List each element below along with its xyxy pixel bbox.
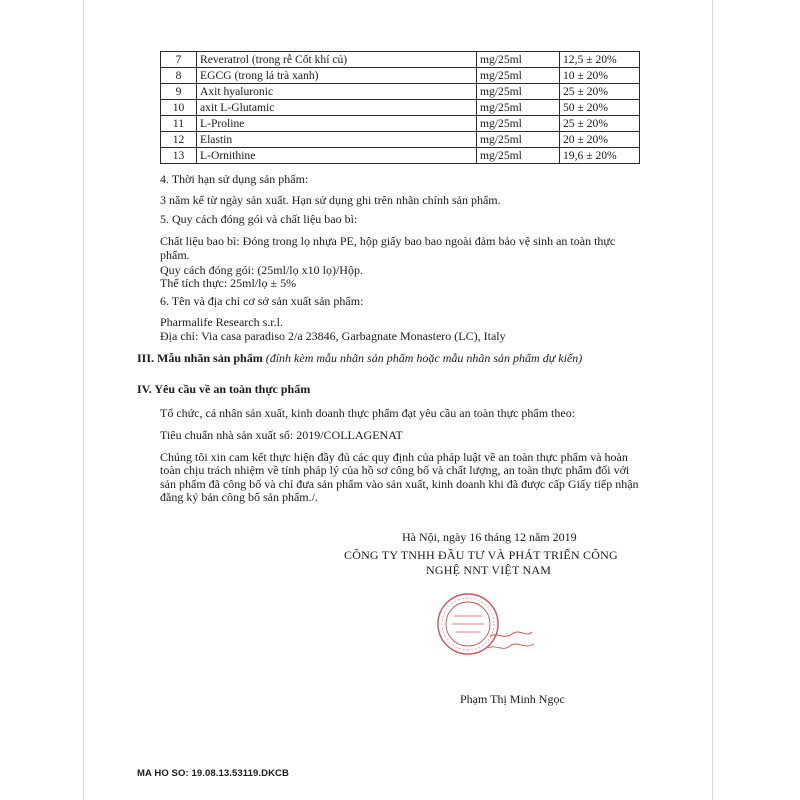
- unit-cell: mg/25ml: [477, 84, 560, 100]
- amount-cell: 12,5 ± 20%: [560, 52, 640, 68]
- amount-cell: 50 ± 20%: [560, 100, 640, 116]
- requirement-line-1: Tổ chức, cá nhân sản xuất, kinh doanh thực phẩm đạt yêu cầu an toàn thực phẩm theo:: [160, 406, 576, 420]
- amount-cell: 25 ± 20%: [560, 84, 640, 100]
- ingredient-name-cell: Reveratrol (trong rễ Cốt khí củ): [197, 52, 477, 68]
- section-iii-title: III. Mẫu nhãn sản phẩm: [137, 351, 263, 365]
- unit-cell: mg/25ml: [477, 68, 560, 84]
- commitment-paragraph: Chúng tôi xin cam kết thực hiện đầy đủ các quy định của pháp luật về an toàn thực phẩm và hoàn toàn chịu trách nhiệm về tính pháp lý của hồ sơ công bố và chất lượng, an toàn thực phẩm đối với sản phẩm đã công bố và chỉ đưa sản phẩm vào sản xuất, kinh doanh khi đã được cấp Giấy tiếp nhận đăng ký bản công bố sản phẩm./.: [160, 450, 639, 505]
- section-4-heading: 4. Thời hạn sử dụng sản phẩm:: [160, 172, 309, 186]
- ingredients-table: [160, 51, 640, 164]
- unit-cell: mg/25ml: [477, 116, 560, 132]
- unit-cell: mg/25ml: [477, 132, 560, 148]
- ingredient-name-cell: Elastin: [197, 132, 477, 148]
- row-number-cell: 13: [161, 148, 197, 164]
- row-number-cell: 11: [161, 116, 197, 132]
- manufacturer-name: Pharmalife Research s.r.l.: [160, 315, 283, 329]
- row-number-cell: 9: [161, 84, 197, 100]
- page-edge-right: [712, 0, 713, 800]
- table-row: [161, 100, 640, 116]
- company-name-line-2: NGHỆ NNT VIỆT NAM: [426, 563, 552, 577]
- signer-name: Phạm Thị Minh Ngọc: [460, 692, 565, 706]
- unit-cell: mg/25ml: [477, 100, 560, 116]
- unit-cell: mg/25ml: [477, 52, 560, 68]
- section-iv-title: IV. Yêu cầu về an toàn thực phẩm: [137, 382, 311, 396]
- net-volume-text: Thể tích thực: 25ml/lọ ± 5%: [160, 276, 297, 290]
- packaging-material-text: Chất liệu bao bì: Đóng trong lọ nhựa PE, hộp giấy bao bao ngoài đảm bảo vệ sinh an toàn thực phẩm.: [160, 234, 616, 262]
- amount-cell: 20 ± 20%: [560, 132, 640, 148]
- table-row: [161, 132, 640, 148]
- signing-date: Hà Nội, ngày 16 tháng 12 năm 2019: [402, 530, 577, 544]
- shelf-life-text: 3 năm kể từ ngày sản xuất. Hạn sử dụng ghi trên nhãn chính sản phẩm.: [160, 193, 501, 207]
- company-seal-stamp: [432, 586, 537, 666]
- page-edge-left: [83, 0, 84, 800]
- amount-cell: 19,6 ± 20%: [560, 148, 640, 164]
- table-row: [161, 52, 640, 68]
- manufacturer-address: Địa chỉ: Via casa paradiso 2/a 23846, Garbagnate Monastero (LC), Italy: [160, 329, 506, 343]
- ingredient-name-cell: EGCG (trong lá trà xanh): [197, 68, 477, 84]
- ingredient-name-cell: axit L-Glutamic: [197, 100, 477, 116]
- ingredient-name-cell: L-Ornithine: [197, 148, 477, 164]
- ingredient-name-cell: Axit hyaluronic: [197, 84, 477, 100]
- table-row: [161, 68, 640, 84]
- ingredients-table-body: [161, 52, 640, 164]
- amount-cell: 25 ± 20%: [560, 116, 640, 132]
- company-name-line-1: CÔNG TY TNHH ĐẦU TƯ VÀ PHÁT TRIỂN CÔNG: [344, 548, 618, 562]
- row-number-cell: 10: [161, 100, 197, 116]
- row-number-cell: 7: [161, 52, 197, 68]
- table-row: [161, 116, 640, 132]
- section-5-heading: 5. Quy cách đóng gói và chất liệu bao bì:: [160, 212, 358, 226]
- packing-spec-text: Quy cách đóng gói: (25ml/lọ x10 lọ)/Hộp.: [160, 263, 363, 277]
- unit-cell: mg/25ml: [477, 148, 560, 164]
- section-iii-heading: [137, 351, 582, 365]
- ingredient-name-cell: L-Proline: [197, 116, 477, 132]
- table-row: [161, 148, 640, 164]
- section-iii-note: (đính kèm mẫu nhãn sản phẩm hoặc mẫu nhãn sản phẩm dự kiến): [265, 351, 583, 365]
- dossier-code: MA HO SO: 19.08.13.53119.DKCB: [137, 768, 289, 779]
- row-number-cell: 8: [161, 68, 197, 84]
- manufacturer-standard: Tiêu chuẩn nhà sản xuất số: 2019/COLLAGENAT: [160, 428, 403, 442]
- row-number-cell: 12: [161, 132, 197, 148]
- section-6-heading: 6. Tên và địa chỉ cơ sở sản xuất sản phẩm:: [160, 294, 364, 308]
- amount-cell: 10 ± 20%: [560, 68, 640, 84]
- table-row: [161, 84, 640, 100]
